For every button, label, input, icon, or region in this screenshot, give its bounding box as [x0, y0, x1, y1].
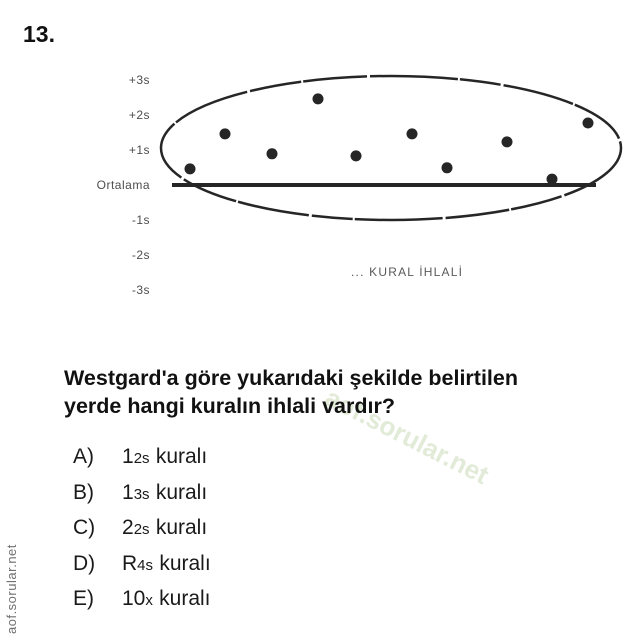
- axis-label-minus3s: -3s: [131, 283, 150, 297]
- option-base: 1: [122, 445, 134, 468]
- option-b: [73, 481, 211, 517]
- option-d: [73, 552, 211, 588]
- question-line-2: yerde hangi kuralın ihlali vardır?: [64, 394, 395, 418]
- option-rest: kuralı: [155, 445, 208, 468]
- option-a: [73, 445, 211, 481]
- option-value: [122, 445, 207, 469]
- option-rest: kuralı: [155, 480, 208, 504]
- option-subscript: 2s: [133, 450, 150, 467]
- option-letter: C): [73, 516, 96, 540]
- question-line-1: Westgard'a göre yukarıdaki şekilde belirtilen: [64, 366, 518, 390]
- data-point: [313, 93, 324, 104]
- option-rest: kuralı: [155, 516, 208, 540]
- axis-label-plus3s: +3s: [128, 73, 150, 87]
- options-list: [73, 445, 211, 623]
- option-value: [122, 587, 211, 611]
- data-point: [502, 136, 513, 147]
- axis-label-minus1s: -1s: [131, 213, 150, 227]
- data-point: [583, 118, 594, 129]
- watermark-diagonal: aof.sorular.net: [320, 382, 494, 491]
- option-letter: E): [73, 587, 94, 611]
- option-base: 2: [122, 516, 134, 540]
- option-base: 10: [122, 587, 146, 611]
- question-number: 13.: [23, 21, 55, 47]
- option-rest: kuralı: [159, 587, 211, 611]
- option-value: [122, 481, 207, 505]
- data-point: [351, 150, 362, 161]
- option-base: R: [122, 551, 138, 575]
- option-letter: B): [73, 480, 94, 504]
- data-point: [442, 162, 453, 173]
- option-subscript: 4s: [137, 556, 154, 574]
- data-point: [220, 128, 231, 139]
- axis-label-minus2s: -2s: [131, 248, 150, 262]
- option-subscript: 3s: [133, 485, 150, 503]
- chart-caption: ... KURAL İHLALİ: [351, 265, 464, 279]
- data-point: [185, 163, 196, 174]
- option-subscript: x: [145, 592, 153, 610]
- highlight-ellipse: [161, 76, 621, 220]
- control-chart-svg: [0, 0, 642, 320]
- axis-label-mean: Ortalama: [96, 178, 150, 192]
- data-point: [267, 148, 278, 159]
- question-text: [64, 364, 609, 420]
- watermark-side: aof.sorular.net: [4, 544, 19, 634]
- option-c: [73, 516, 211, 552]
- option-base: 1: [122, 480, 134, 504]
- axis-label-plus2s: +2s: [128, 108, 150, 122]
- option-letter: D): [73, 551, 96, 575]
- option-value: [122, 516, 207, 540]
- data-point: [547, 174, 558, 185]
- option-rest: kuralı: [159, 551, 211, 575]
- option-e: [73, 587, 211, 623]
- axis-label-plus1s: +1s: [128, 143, 150, 157]
- data-point: [407, 128, 418, 139]
- option-value: [122, 552, 211, 576]
- option-subscript: 2s: [133, 521, 150, 539]
- option-letter: A): [73, 445, 94, 468]
